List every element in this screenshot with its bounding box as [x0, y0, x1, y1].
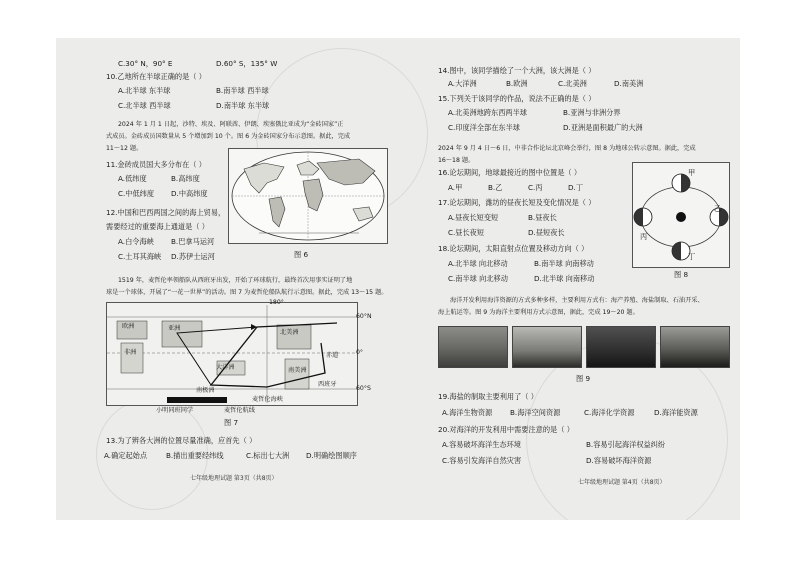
- q17-option-a: A.昼夜长短变短: [448, 213, 499, 222]
- passage-magellan-line1: 1519 年，麦哲伦率领船队从西班牙出发，开始了环球航行，最终首次用事实证明了地: [118, 277, 353, 284]
- q15-option-c: C.印度洋全部在东半球: [448, 123, 520, 132]
- q10-stem: 10.乙地所在半球正确的是（ ）: [106, 72, 206, 81]
- q13-option-a: A.确定起始点: [104, 451, 148, 460]
- q10-option-c: C.北半球 西半球: [118, 101, 171, 110]
- figure-7-magellan-route: [106, 302, 358, 406]
- q9-option-c: C.30° N，90° E: [118, 59, 173, 68]
- passage-ocean-line1: 海洋开发利用海洋资源的方式多种多样，主要利用方式有：海产养殖、海盐制取、石油开采、: [450, 297, 704, 304]
- q14-option-d: D.南美洲: [614, 79, 644, 88]
- q12-stem-line1: 12.中国和巴西两国之间的海上贸易，: [106, 208, 226, 217]
- figure-6-caption: 图 6: [294, 250, 309, 259]
- figure-7-label-north-america: 北美洲: [280, 329, 299, 336]
- q16-option-d: D.丁: [568, 183, 584, 192]
- figure-7-label-asia: 亚洲: [168, 325, 181, 332]
- q17-option-c: C.昼长夜短: [448, 228, 485, 237]
- q10-option-a: A.北半球 东半球: [118, 86, 171, 95]
- figure-8-label-yi: 乙: [714, 204, 722, 213]
- figure-7-lat-60n: 60°N: [356, 313, 372, 320]
- q15-option-b: B.亚洲与非洲分界: [563, 108, 621, 117]
- q12-option-b: B.巴拿马运河: [171, 237, 215, 246]
- q20-option-a: A.容易破坏海洋生态环境: [442, 440, 521, 449]
- q19-option-c: C.海洋化学资源: [584, 408, 635, 417]
- q20-option-b: B.容易引起海洋权益纠纷: [586, 440, 666, 449]
- figure-7-label-europe: 欧洲: [122, 323, 135, 330]
- q12-option-a: A.白令海峡: [118, 237, 154, 246]
- figure-7-lat-0: 0°: [356, 349, 364, 356]
- passage-forum-line1: 2024 年 9 月 4 日～6 日，中非合作论坛北京峰会举行，图 8 为地球公转示意图。据此，完成: [438, 145, 696, 152]
- q16-stem: 16.论坛期间，地球最接近的图中位置是（ ）: [438, 168, 582, 177]
- page-4-footer: 七年级地理试题 第4页（共8页）: [578, 479, 666, 486]
- figure-7-lon-180: 180°: [269, 299, 284, 306]
- passage-ocean-line2: 海上航运等。图 9 为海洋主要利用方式示意图，据此，完成 19～20 题。: [438, 309, 639, 316]
- q14-option-c: C.北美洲: [558, 79, 587, 88]
- q10-option-b: B.南半球 西半球: [216, 86, 269, 95]
- q19-option-a: A.海洋生物资源: [442, 408, 493, 417]
- q12-option-d: D.苏伊士运河: [171, 252, 215, 261]
- figure-7-label-classmate: 小明同班同学: [156, 407, 194, 414]
- page-3: [56, 38, 398, 520]
- passage-brics-line1: 2024 年 1 月 1 日起，沙特、埃及、阿联酋、伊朗、埃塞俄比亚成为“金砖国家”正: [118, 121, 344, 128]
- q11-option-b: B.高纬度: [171, 174, 200, 183]
- photo-salt-production: [512, 326, 582, 368]
- figure-7-label-south-america: 南美洲: [288, 367, 307, 374]
- q12-option-c: C.土耳其海峡: [118, 252, 162, 261]
- q20-stem: 20.对海洋的开发利用中需要注意的是（ ）: [438, 425, 574, 434]
- photo-oil-drilling: [586, 326, 656, 368]
- q18-option-c: C.南半球 向北移动: [448, 274, 508, 283]
- photo-shipping: [660, 326, 730, 368]
- q16-option-b: B.乙: [488, 183, 503, 192]
- figure-7-label-equator: 赤道: [326, 352, 339, 359]
- figure-9-caption: 图 9: [576, 374, 591, 383]
- exam-sheet: [56, 38, 740, 520]
- q17-option-d: D.昼短夜长: [528, 228, 565, 237]
- q11-option-a: A.低纬度: [118, 174, 147, 183]
- q18-option-d: D.北半球 向南移动: [534, 274, 595, 283]
- passage-forum-line2: 16～18 题。: [438, 157, 475, 164]
- q13-option-b: B.描出重要经纬线: [166, 451, 224, 460]
- q13-option-d: D.明确绘图顺序: [306, 451, 357, 460]
- q10-option-d: D.南半球 东半球: [216, 101, 270, 110]
- q12-stem-line2: 需要经过的重要海上通道是（ ）: [106, 222, 209, 231]
- figure-8-label-bing: 丙: [640, 232, 648, 241]
- figure-8-caption: 图 8: [674, 270, 689, 279]
- q15-stem: 15.下列关于该同学的作品，说法不正确的是（ ）: [438, 94, 596, 103]
- q11-stem: 11.金砖成员国大多分布在（ ）: [106, 160, 206, 169]
- figure-7-label-route: 麦哲伦航线: [224, 407, 255, 414]
- q20-option-c: C.容易引发海洋自然灾害: [442, 456, 522, 465]
- figure-8-earth-orbit: [632, 162, 730, 268]
- q14-option-a: A.大洋洲: [448, 79, 477, 88]
- q19-option-b: B.海洋空间资源: [510, 408, 561, 417]
- figure-8-label-ding: 丁: [688, 252, 696, 261]
- q18-option-a: A.北半球 向北移动: [448, 259, 508, 268]
- page-3-footer: 七年级地理试题 第3页（共8页）: [190, 475, 278, 482]
- passage-brics-line2: 式成员。金砖成员国数量从 5 个增加到 10 个。图 6 为金砖国家分布示意图。据此，完成: [106, 133, 351, 140]
- q19-option-d: D.海洋能资源: [654, 408, 698, 417]
- figure-7-label-oceania: 大洋洲: [216, 364, 235, 371]
- figure-8-label-jia: 甲: [688, 168, 696, 177]
- figure-7-lat-60s: 60°S: [356, 385, 371, 392]
- passage-brics-line3: 11～12 题。: [106, 145, 143, 152]
- q16-option-a: A.甲: [448, 183, 463, 192]
- q17-option-b: B.昼夜长: [528, 213, 557, 222]
- figure-6-world-map: [228, 148, 388, 244]
- q18-option-b: B.南半球 向南移动: [534, 259, 594, 268]
- q14-stem: 14.图中，该同学描绘了一个大洲，该大洲是（ ）: [438, 66, 596, 75]
- figure-7-label-antarctica: 南极洲: [196, 387, 215, 394]
- figure-7-label-spain: 西班牙: [318, 381, 337, 388]
- q15-option-a: A.北美洲地跨东西两半球: [448, 108, 527, 117]
- q16-option-c: C.丙: [528, 183, 543, 192]
- q17-stem: 17.论坛期间，潍坊的昼夜长短及变化情况是（ ）: [438, 198, 596, 207]
- q15-option-d: D.亚洲是面积最广的大洲: [563, 123, 643, 132]
- figure-7-label-strait: 麦哲伦海峡: [252, 396, 283, 403]
- q11-option-c: C.中低纬度: [118, 189, 155, 198]
- q14-option-b: B.欧洲: [506, 79, 528, 88]
- q13-option-c: C.标出七大洲: [246, 451, 290, 460]
- q9-option-d: D.60° S，135° W: [216, 59, 278, 68]
- passage-magellan-line2: 球是一个球体，开展了“一花一世界”的活动。图 7 为麦哲伦船队航行示意图。据此，完成 13～15 题。: [106, 289, 388, 296]
- q13-stem: 13.为了辨各大洲的位置尽量准确，应首先（ ）: [106, 436, 257, 445]
- photo-aquaculture: [438, 326, 508, 368]
- figure-7-label-africa: 非洲: [124, 349, 137, 356]
- figure-7-caption: 图 7: [224, 418, 239, 427]
- q18-stem: 18.论坛期间，太阳直射点位置及移动方向（ ）: [438, 244, 589, 253]
- q19-stem: 19.海盐的制取主要利用了（ ）: [438, 392, 538, 401]
- q20-option-d: D.容易破坏海洋资源: [586, 456, 652, 465]
- page-4: [398, 38, 740, 520]
- q11-option-d: D.中高纬度: [171, 189, 208, 198]
